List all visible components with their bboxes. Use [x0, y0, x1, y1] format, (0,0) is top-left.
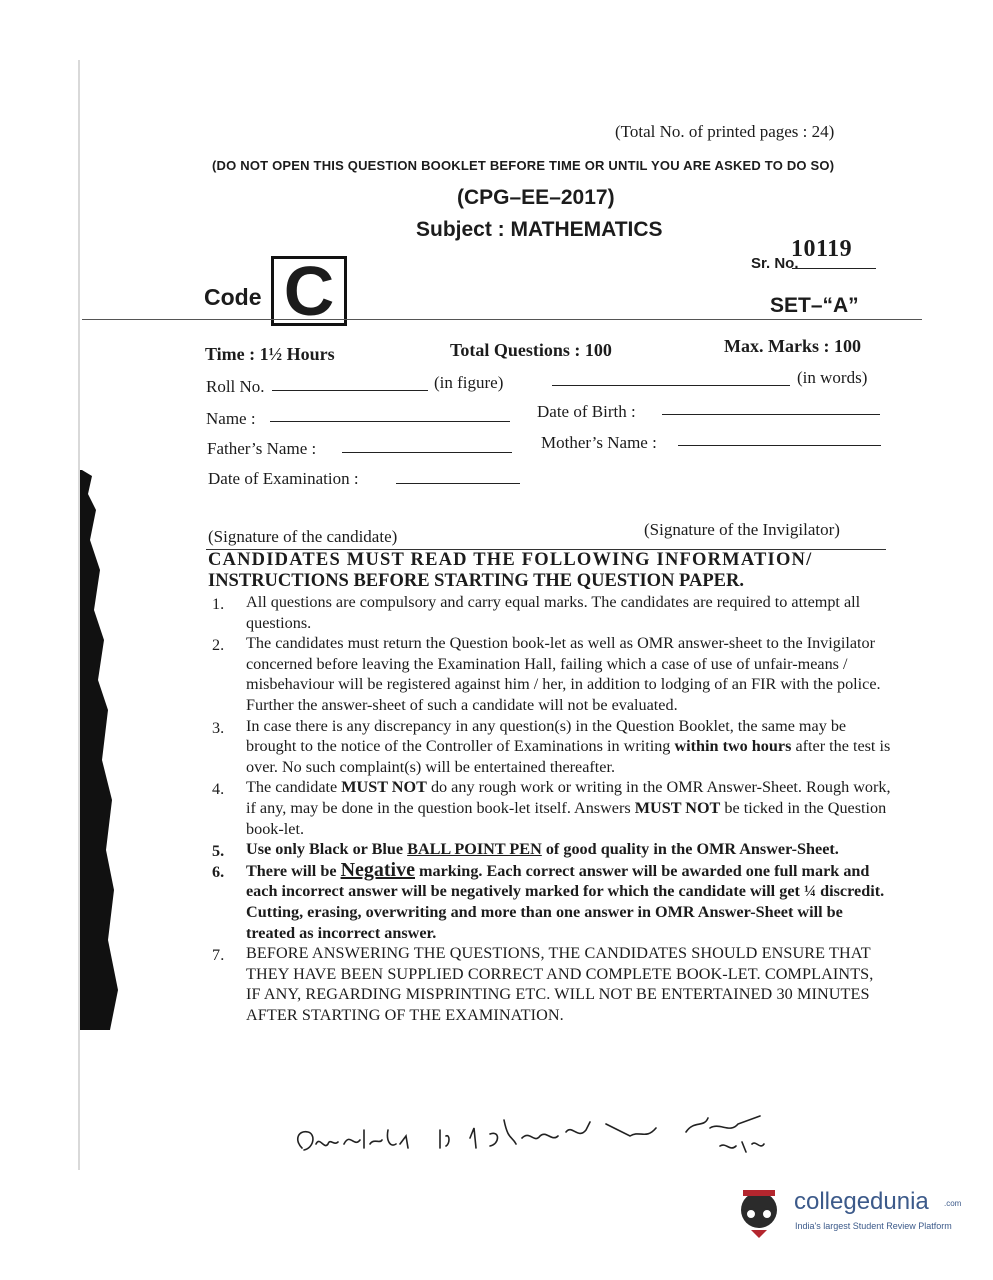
header-divider: [82, 319, 922, 320]
instruction-text: The candidates must return the Question book-let as well as OMR answer-sheet to the Invigilator concerned before leaving the Examination Hall, failing which a case of use of unfair-means / misbehaviour will be registered against him / her, in addition to lodging of an FIR with the police. Further the answer-sheet of such a candidate will not be evaluated.: [246, 634, 881, 714]
instruction-number: 2.: [212, 636, 225, 655]
roll-no-figure-line: [272, 390, 428, 391]
instructions-list: [212, 592, 892, 1025]
mother-name-label: Mother’s Name :: [541, 433, 657, 452]
subject-title: Subject : MATHEMATICS: [416, 218, 663, 241]
instruction-item: [212, 777, 892, 839]
instruction-text: In case there is any discrepancy in any question(s) in the Question Booklet, the same may be brought to the notice of the Controller of Examinations in writing: [246, 716, 847, 756]
max-marks: Max. Marks : 100: [724, 336, 861, 356]
instruction-text: of good quality in the OMR Answer-Sheet.: [541, 840, 839, 859]
exam-code: (CPG–EE–2017): [457, 186, 615, 209]
total-pages: (Total No. of printed pages : 24): [615, 122, 835, 141]
set-label: SET–“A”: [770, 294, 859, 317]
in-words-label: (in words): [797, 368, 868, 387]
instruction-text: All questions are compulsory and carry equal marks. The candidates are required to attempt all questions.: [246, 593, 861, 632]
instruction-text: BEFORE ANSWERING THE QUESTIONS, THE CANDIDATES SHOULD ENSURE THAT THEY HAVE BEEN SUPPLIED CORRECT AND COMPLETE BOOK-LET. COMPLAINTS, IF ANY, REGARDING MISPRINTING ETC. WILL NOT BE ENTERTAINED 30 MINUTES AFTER STARTING OF THE EXAMINATION.: [246, 944, 874, 1024]
instruction-text: do any rough work or writing in the OMR Answer-Sheet. Rough work, if any, may be done in the question book-let itself. Answers: [246, 778, 891, 817]
scan-damage-mark: [78, 470, 122, 1030]
instruction-text: Use only Black or Blue: [246, 840, 408, 859]
instruction-item: [212, 633, 892, 715]
instruction-text: marking. Each correct answer will be awarded one full mark and each incorrect answer will be negatively marked for which the candidate will get ¼ discredit. Cutting, erasing, overwriting and more than one answer in OMR Answer-Sheet will be treated as incorrect answer.: [246, 861, 885, 942]
dob-label: Date of Birth :: [537, 402, 636, 421]
watermark-brand: collegedunia: [794, 1188, 929, 1215]
instruction-item: [212, 592, 892, 633]
exam-time: Time : 1½ Hours: [205, 344, 335, 364]
code-label: Code: [204, 284, 262, 310]
instructions-heading: [208, 550, 888, 592]
instruction-emphasis: within two hours: [674, 737, 792, 756]
name-label: Name :: [206, 409, 256, 428]
serial-number-value: 10119: [791, 236, 853, 262]
instruction-emphasis: Negative: [340, 858, 415, 881]
instruction-item: [212, 943, 892, 1025]
instruction-text: be ticked in the Question book-let.: [246, 798, 887, 838]
dob-line: [662, 414, 880, 415]
in-figure-label: (in figure): [434, 373, 504, 392]
instruction-text: There will be: [246, 861, 341, 880]
instructions-heading-line-2: INSTRUCTIONS BEFORE STARTING THE QUESTION PAPER.: [208, 571, 744, 591]
instruction-number: 7.: [212, 946, 225, 965]
mother-name-line: [678, 445, 881, 446]
serial-number-underline: [792, 268, 876, 269]
serial-number-label: Sr. No.: [751, 255, 799, 272]
instruction-number: 6.: [212, 862, 225, 881]
candidate-signature-label: (Signature of the candidate): [208, 527, 398, 546]
invigilator-signature-label: (Signature of the Invigilator): [644, 520, 840, 539]
father-name-line: [342, 452, 512, 453]
instruction-number: 1.: [212, 595, 225, 613]
instruction-emphasis: MUST NOT: [341, 778, 427, 797]
booklet-warning: (DO NOT OPEN THIS QUESTION BOOKLET BEFORE TIME OR UNTIL YOU ARE ASKED TO DO SO): [212, 158, 835, 173]
roll-no-words-line: [552, 385, 790, 386]
instructions-heading-line-1: CANDIDATES MUST READ THE FOLLOWING INFORMATION/: [208, 550, 813, 570]
exam-date-line: [396, 483, 520, 484]
instruction-text: after the test is over. No such complaint(s) will be entertained thereafter.: [246, 737, 891, 776]
total-questions: Total Questions : 100: [450, 340, 612, 360]
instruction-number: 3.: [212, 718, 225, 737]
name-line: [270, 421, 510, 422]
father-name-label: Father’s Name :: [207, 439, 317, 458]
instruction-emphasis: MUST NOT: [634, 798, 721, 817]
instruction-item: [212, 860, 892, 943]
instruction-item: [212, 716, 892, 778]
roll-no-label: Roll No.: [206, 377, 265, 396]
instruction-item: [212, 839, 892, 860]
exam-date-label: Date of Examination :: [208, 469, 359, 488]
instruction-number: 4.: [212, 780, 225, 799]
watermark-tagline: India's largest Student Review Platform: [795, 1221, 952, 1231]
instruction-text: The candidate: [246, 778, 342, 797]
code-box: C: [271, 256, 347, 326]
instruction-emphasis: BALL POINT PEN: [407, 840, 542, 859]
handwritten-note: [290, 1100, 790, 1170]
instruction-number: 5.: [212, 842, 225, 861]
watermark-domain: .com: [944, 1199, 962, 1208]
